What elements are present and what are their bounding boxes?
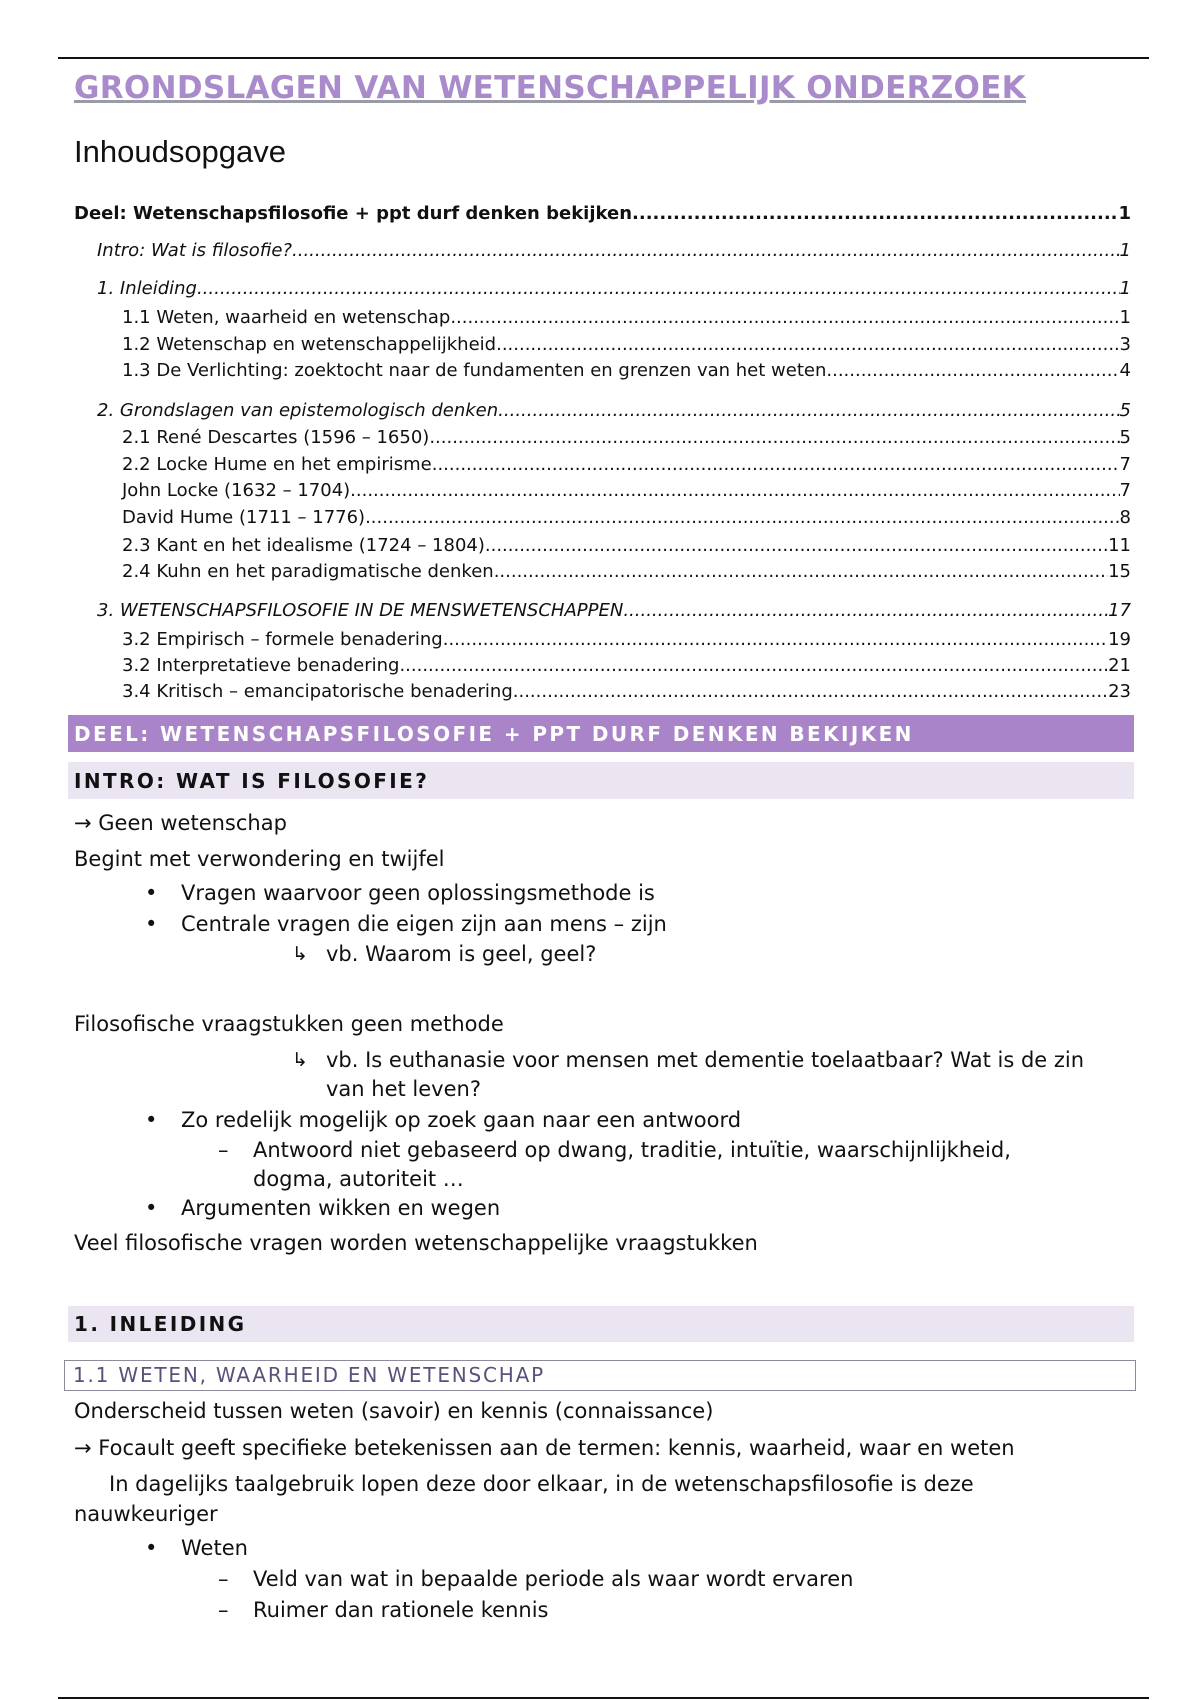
dot-leader [498, 399, 1119, 423]
text-line: Begint met verwondering en twijfel [74, 847, 445, 871]
text-line: Onderscheid tussen weten (savoir) en kennis (connaissance) [74, 1399, 714, 1423]
list-item: Argumenten wikken en wegen [181, 1196, 501, 1220]
toc-entry[interactable] [122, 306, 1131, 330]
toc-entry[interactable] [97, 599, 1131, 623]
text-line: Veel filosofische vragen worden wetenschappelijke vraagstukken [74, 1231, 758, 1255]
toc-entry-page: 17 [1108, 600, 1131, 621]
toc-entry-page: 15 [1108, 561, 1131, 582]
bullet-icon: • [145, 1536, 158, 1560]
dot-leader [292, 239, 1120, 263]
dot-leader [826, 359, 1119, 383]
toc-entry[interactable] [122, 426, 1131, 450]
list-item: vb. Waarom is geel, geel? [326, 942, 597, 966]
section-heading-inleiding: 1. INLEIDING [68, 1306, 1134, 1342]
toc-entry[interactable] [122, 654, 1131, 678]
toc-entry-page: 1 [1119, 240, 1131, 261]
dot-leader [485, 534, 1108, 558]
toc-entry[interactable] [122, 453, 1131, 477]
toc-entry-page: 1 [1119, 307, 1131, 328]
dot-leader [443, 628, 1108, 652]
toc-entry-page: 11 [1108, 535, 1131, 556]
toc-entry-label: 1.1 Weten, waarheid en wetenschap [122, 307, 451, 328]
toc-entry-label: David Hume (1711 – 1776) [122, 507, 366, 528]
list-item: Vragen waarvoor geen oplossingsmethode is [181, 881, 655, 905]
dot-leader [365, 506, 1119, 530]
dot-leader [350, 479, 1119, 503]
toc-entry[interactable] [122, 680, 1131, 704]
dash-icon: – [218, 1138, 229, 1162]
toc-entry-label: 1. Inleiding [97, 278, 197, 299]
toc-entry-label: Deel: Wetenschapsfilosofie + ppt durf denken bekijken [74, 203, 633, 224]
bullet-icon: • [145, 1108, 158, 1132]
text-line: Filosofische vraagstukken geen methode [74, 1012, 504, 1036]
dot-leader [197, 277, 1120, 301]
dot-leader [513, 680, 1108, 704]
toc-entry-page: 4 [1119, 360, 1131, 381]
list-item: vb. Is euthanasie voor mensen met dementie toelaatbaar? Wat is de zin [326, 1048, 1085, 1072]
toc-entry-label: 2.3 Kant en het idealisme (1724 – 1804) [122, 535, 485, 556]
toc-entry-page: 5 [1119, 400, 1131, 421]
toc-entry-label: 3.2 Empirisch – formele benadering [122, 629, 443, 650]
bullet-icon: • [145, 881, 158, 905]
text-line: → Geen wetenschap [74, 811, 287, 835]
list-item: dogma, autoriteit … [253, 1167, 464, 1191]
toc-entry-label: Intro: Wat is filosofie? [97, 240, 292, 261]
toc-entry-page: 8 [1119, 507, 1131, 528]
list-item: Weten [181, 1536, 248, 1560]
toc-entry-page: 1 [1119, 278, 1131, 299]
dot-leader [623, 599, 1108, 623]
toc-entry[interactable] [122, 628, 1131, 652]
list-item: Antwoord niet gebaseerd op dwang, traditie, intuïtie, waarschijnlijkheid, [253, 1138, 1011, 1162]
toc-entry-page: 5 [1119, 427, 1131, 448]
toc-entry-label: John Locke (1632 – 1704) [122, 480, 351, 501]
text-line: nauwkeuriger [74, 1502, 218, 1526]
toc-entry[interactable] [97, 239, 1131, 263]
toc-entry-page: 21 [1108, 655, 1131, 676]
list-item: Veld van wat in bepaalde periode als waar wordt ervaren [253, 1567, 854, 1591]
toc-entry[interactable] [122, 560, 1131, 584]
dash-icon: – [218, 1598, 229, 1622]
dot-leader [429, 426, 1119, 450]
dot-leader [494, 560, 1108, 584]
toc-entry-page: 3 [1119, 334, 1131, 355]
document-title: GRONDSLAGEN VAN WETENSCHAPPELIJK ONDERZOEK [74, 70, 1026, 106]
list-item: Zo redelijk mogelijk op zoek gaan naar een antwoord [181, 1108, 742, 1132]
dot-leader [450, 306, 1119, 330]
dot-leader [632, 202, 1118, 226]
toc-entry[interactable] [122, 333, 1131, 357]
toc-entry-label: 2.4 Kuhn en het paradigmatische denken [122, 561, 494, 582]
toc-entry[interactable] [97, 399, 1131, 423]
list-item: van het leven? [326, 1077, 481, 1101]
list-item: Centrale vragen die eigen zijn aan mens – zijn [181, 912, 667, 936]
toc-entry[interactable] [97, 277, 1131, 301]
section-heading-deel: DEEL: WETENSCHAPSFILOSOFIE + PPT DURF DENKEN BEKIJKEN [68, 715, 1134, 752]
section-heading-intro: INTRO: WAT IS FILOSOFIE? [68, 762, 1134, 799]
toc-entry-label: 2. Grondslagen van epistemologisch denken [97, 400, 499, 421]
list-item: Ruimer dan rationele kennis [253, 1598, 549, 1622]
bullet-icon: • [145, 1196, 158, 1220]
dash-icon: – [218, 1567, 229, 1591]
toc-entry-label: 2.1 René Descartes (1596 – 1650) [122, 427, 430, 448]
dot-leader [496, 333, 1119, 357]
toc-entry-label: 1.2 Wetenschap en wetenschappelijkheid [122, 334, 497, 355]
dot-leader [432, 453, 1120, 477]
toc-entry-page: 1 [1118, 203, 1131, 224]
toc-entry-label: 3. WETENSCHAPSFILOSOFIE IN DE MENSWETENSCHAPPEN [97, 600, 624, 621]
sub-arrow-icon: ↳ [292, 943, 308, 965]
text-line: In dagelijks taalgebruik lopen deze door elkaar, in de wetenschapsfilosofie is deze [109, 1472, 974, 1496]
toc-entry-label: 3.2 Interpretatieve benadering [122, 655, 400, 676]
dot-leader [399, 654, 1108, 678]
toc-entry[interactable] [122, 506, 1131, 530]
toc-entry[interactable] [122, 534, 1131, 558]
toc-entry-page: 7 [1119, 480, 1131, 501]
bottom-rule [58, 1697, 1149, 1699]
bullet-icon: • [145, 912, 158, 936]
toc-entry-label: 3.4 Kritisch – emancipatorische benadering [122, 681, 513, 702]
text-line: → Focault geeft specifieke betekenissen aan de termen: kennis, waarheid, waar en weten [74, 1436, 1015, 1460]
toc-entry-page: 7 [1119, 454, 1131, 475]
sub-arrow-icon: ↳ [292, 1049, 308, 1071]
toc-entry[interactable] [74, 202, 1131, 226]
toc-entry-page: 23 [1108, 681, 1131, 702]
toc-entry-label: 1.3 De Verlichting: zoektocht naar de fundamenten en grenzen van het weten [122, 360, 827, 381]
toc-heading: Inhoudsopgave [74, 134, 287, 169]
toc-entry-page: 19 [1108, 629, 1131, 650]
toc-entry-label: 2.2 Locke Hume en het empirisme [122, 454, 432, 475]
top-rule [58, 57, 1149, 59]
toc-entry[interactable] [122, 359, 1131, 383]
subsection-heading-1-1: 1.1 WETEN, WAARHEID EN WETENSCHAP [64, 1360, 1136, 1391]
toc-entry[interactable] [122, 479, 1131, 503]
